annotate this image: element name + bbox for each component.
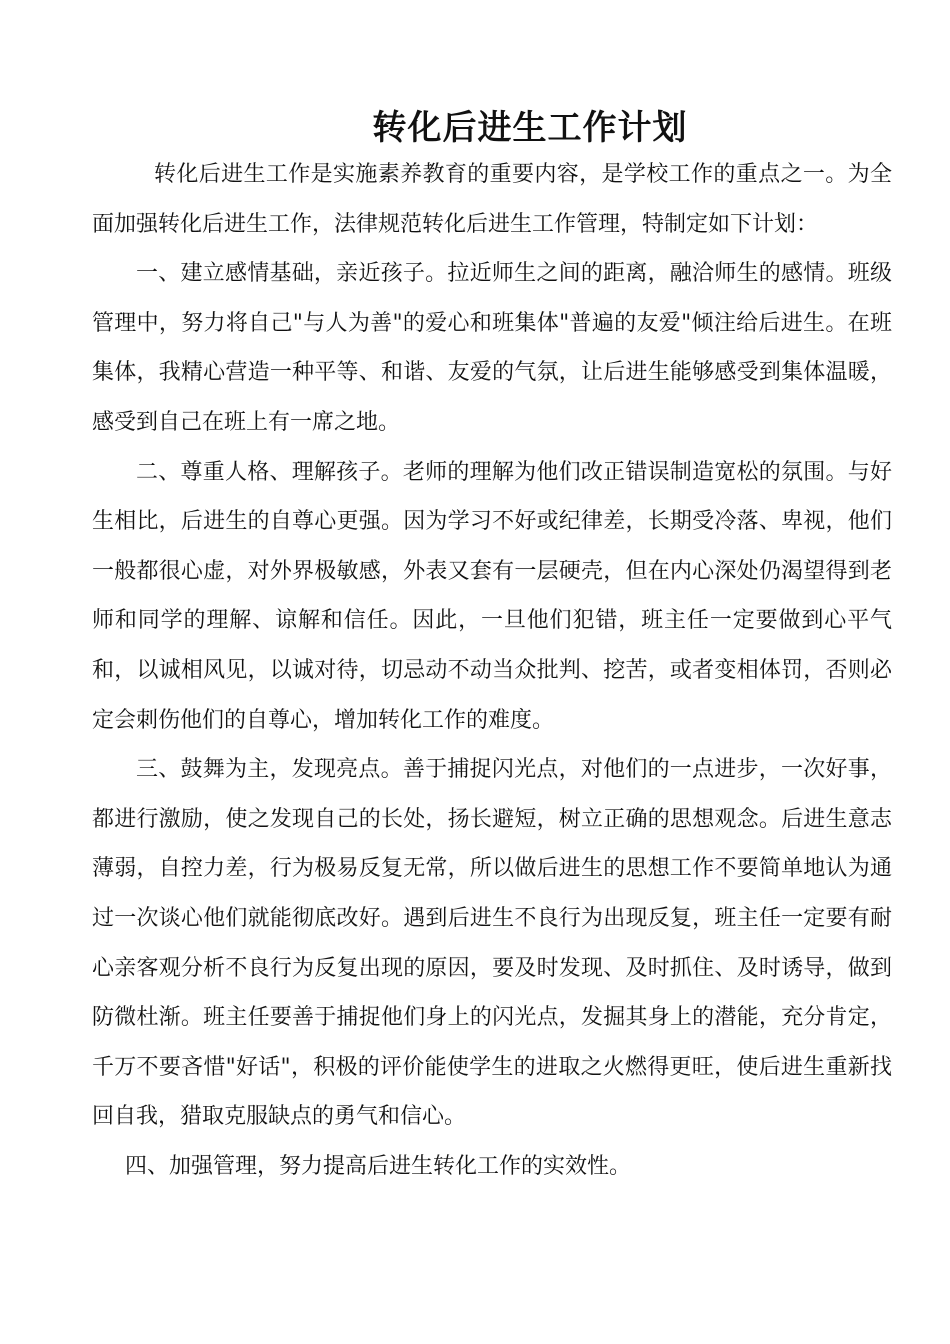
paragraph-intro: 转化后进生工作是实施素养教育的重要内容，是学校工作的重点之一。为全面加强转化后进生工作，法律规范转化后进生工作管理，特制定如下计划： (92, 162, 892, 237)
paragraph-section-1: 一、建立感情基础，亲近孩子。拉近师生之间的距离，融洽师生的感情。班级管理中，努力将自己"与人为善"的爱心和班集体"普遍的友爱"倾注给后进生。在班集体，我精心营造一种平等、和谐、友爱的气氛，让后进生能够感受到集体温暖，感受到自己在班上有一席之地。 (92, 261, 892, 435)
document-body (92, 150, 892, 1191)
document-title: 转化后进生工作计划 (372, 108, 688, 148)
paragraph-section-4: 四、加强管理，努力提高后进生转化工作的实效性。 (125, 1153, 632, 1179)
paragraph-section-2: 二、尊重人格、理解孩子。老师的理解为他们改正错误制造宽松的氛围。与好生相比，后进生的自尊心更强。因为学习不好或纪律差，长期受冷落、卑视，他们一般都很心虚，对外界极敏感，外表又套有一层硬壳，但在内心深处仍渴望得到老师和同学的理解、谅解和信任。因此，一旦他们犯错，班主任一定要做到心平气和，以诚相风见，以诚对待，切忌动不动当众批判、挖苦，或者变相体罚，否则必定会刺伤他们的自尊心，增加转化工作的难度。 (92, 459, 892, 733)
paragraph-section-3: 三、鼓舞为主，发现亮点。善于捕捉闪光点，对他们的一点进步，一次好事，都进行激励，使之发现自己的长处，扬长避短，树立正确的思想观念。后进生意志薄弱，自控力差，行为极易反复无常，所以做后进生的思想工作不要简单地认为通过一次谈心他们就能彻底改好。遇到后进生不良行为出现反复，班主任一定要有耐心亲客观分析不良行为反复出现的原因，要及时发现、及时抓住、及时诱导，做到防微杜渐。班主任要善于捕捉他们身上的闪光点，发掘其身上的潜能，充分肯定，千万不要吝惜"好话"，积极的评价能使学生的进取之火燃得更旺，使后进生重新找回自我，猎取克服缺点的勇气和信心。 (92, 757, 892, 1130)
